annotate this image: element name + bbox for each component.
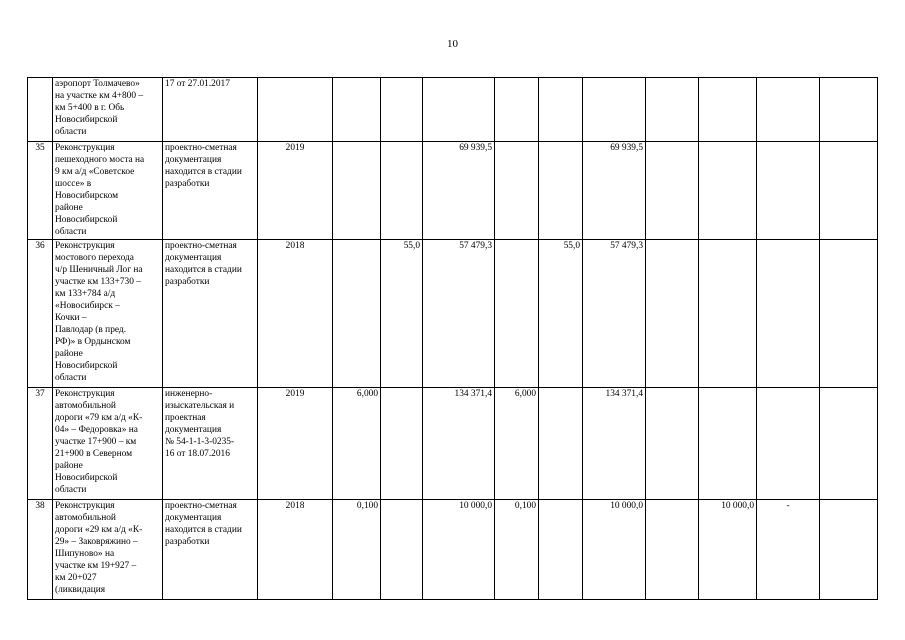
- length-cell: [333, 78, 381, 142]
- length-cell: 0,100: [333, 500, 381, 600]
- value-cell: [820, 142, 878, 240]
- value-cell: [820, 240, 878, 388]
- year: 2019: [258, 142, 333, 240]
- amount-cell: [699, 388, 757, 500]
- amount-cell: [699, 142, 757, 240]
- object-name: Реконструкция автомобильной дороги «79 км а/д «К- 04» – Федоровка» на участке 17+900 – км 21+900 в Северном районе Новосибирской области: [53, 388, 163, 500]
- amount-cell: 10 000,0: [583, 500, 646, 600]
- length-cell: [381, 78, 423, 142]
- object-name: аэропорт Толмачево» на участке км 4+800 – км 5+400 в г. Обь Новосибирской области: [53, 78, 163, 142]
- year: [258, 78, 333, 142]
- value-cell: [646, 500, 699, 600]
- table-row: [28, 142, 878, 240]
- length-cell: [495, 142, 539, 240]
- page-number: 10: [447, 38, 458, 50]
- value-cell: [757, 142, 820, 240]
- table-row: [28, 388, 878, 500]
- documentation-status: инженерно- изыскательская и проектная документация № 54-1-1-3-0235- 16 от 18.07.2016: [163, 388, 258, 500]
- data-table: [27, 77, 878, 600]
- amount-cell: [699, 240, 757, 388]
- value-cell: [646, 142, 699, 240]
- length-cell: [539, 388, 583, 500]
- amount-cell: [583, 78, 646, 142]
- value-cell: [646, 388, 699, 500]
- value-cell: [820, 78, 878, 142]
- object-name: Реконструкция пешеходного моста на 9 км а/д «Советское шоссе» в Новосибирском районе Новосибирской области: [53, 142, 163, 240]
- value-cell: -: [757, 500, 820, 600]
- length-cell: [381, 388, 423, 500]
- length-cell: [381, 500, 423, 600]
- row-number: 36: [28, 240, 53, 388]
- documentation-status: проектно-сметная документация находится в стадии разработки: [163, 142, 258, 240]
- amount-cell: 69 939,5: [583, 142, 646, 240]
- length-cell: 0,100: [495, 500, 539, 600]
- length-cell: [539, 78, 583, 142]
- amount-cell: 10 000,0: [423, 500, 495, 600]
- amount-cell: 134 371,4: [583, 388, 646, 500]
- amount-cell: 10 000,0: [699, 500, 757, 600]
- amount-cell: [699, 78, 757, 142]
- length-cell: 6,000: [333, 388, 381, 500]
- documentation-status: проектно-сметная документация находится в стадии разработки: [163, 500, 258, 600]
- length-cell: [381, 142, 423, 240]
- table-row: [28, 78, 878, 142]
- object-name: Реконструкция мостового перехода ч/р Шеничный Лог на участке км 133+730 – км 133+784 а/д «Новосибирск – Кочки – Павлодар (в пред. РФ)» в Ордынском районе Новосибирской области: [53, 240, 163, 388]
- year: 2019: [258, 388, 333, 500]
- amount-cell: 69 939,5: [423, 142, 495, 240]
- row-number: 37: [28, 388, 53, 500]
- value-cell: [757, 240, 820, 388]
- value-cell: [646, 78, 699, 142]
- table-row: [28, 500, 878, 600]
- length-cell: [333, 240, 381, 388]
- value-cell: [757, 388, 820, 500]
- length-cell: [495, 240, 539, 388]
- value-cell: [646, 240, 699, 388]
- amount-cell: 134 371,4: [423, 388, 495, 500]
- value-cell: [757, 78, 820, 142]
- year: 2018: [258, 500, 333, 600]
- row-number: 38: [28, 500, 53, 600]
- length-cell: 6,000: [495, 388, 539, 500]
- documentation-status: 17 от 27.01.2017: [163, 78, 258, 142]
- documentation-status: проектно-сметная документация находится в стадии разработки: [163, 240, 258, 388]
- amount-cell: 57 479,3: [423, 240, 495, 388]
- value-cell: [820, 388, 878, 500]
- value-cell: [820, 500, 878, 600]
- length-cell: [333, 142, 381, 240]
- table-row: [28, 240, 878, 388]
- row-number: [28, 78, 53, 142]
- length-cell: [539, 142, 583, 240]
- object-name: Реконструкция автомобильной дороги «29 км а/д «К- 29» – Заковряжино – Шипуново» на участке км 19+927 – км 20+027 (ликвидация: [53, 500, 163, 600]
- length-cell: [495, 78, 539, 142]
- year: 2018: [258, 240, 333, 388]
- length-cell: 55,0: [539, 240, 583, 388]
- amount-cell: 57 479,3: [583, 240, 646, 388]
- length-cell: 55,0: [381, 240, 423, 388]
- row-number: 35: [28, 142, 53, 240]
- amount-cell: [423, 78, 495, 142]
- length-cell: [539, 500, 583, 600]
